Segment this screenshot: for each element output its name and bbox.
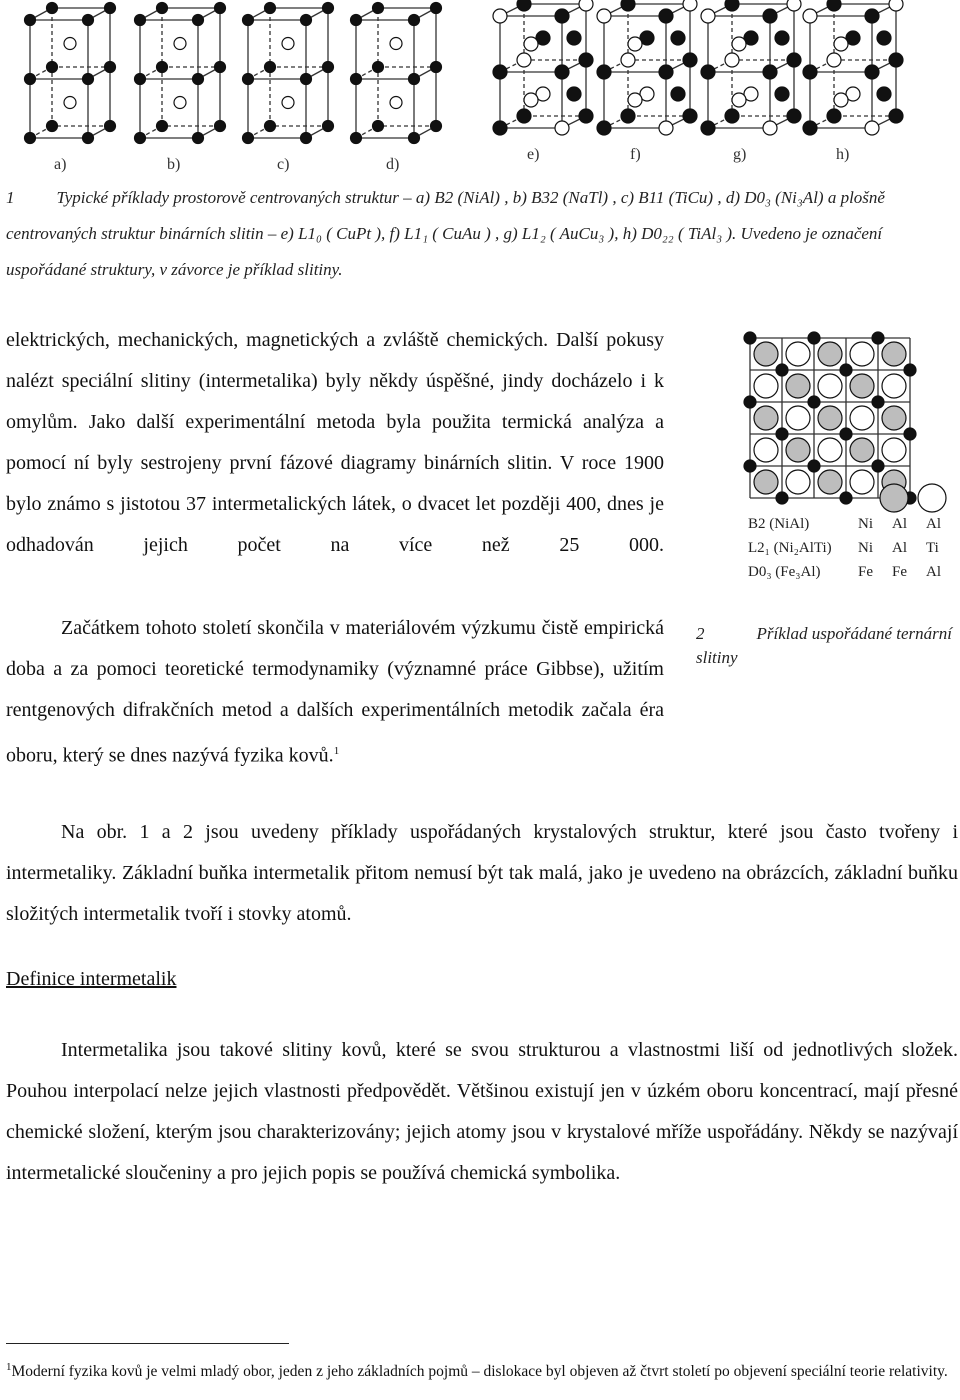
paragraph-4: Intermetalika jsou takové slitiny kovů, které se svou strukturou a vlastnostmi liší od jednotlivých složek. Pouhou interpolací nelze jejich vlastnosti předpovědět. Většinou existují jen v úzkém oboru koncentrací, mají přesné chemické složení, kterým jsou charakterizovány; jejich atomy jsou v krystalové mříže uspořádány. Někdy se nazývají intermetalické sloučeniny a pro jejich popis se používá chemická symbolika.: [6, 1039, 958, 1184]
atom: [351, 133, 362, 144]
atom: [25, 74, 36, 85]
atom: [301, 15, 312, 26]
atom: [850, 374, 874, 398]
atom: [701, 65, 715, 79]
atom: [431, 3, 442, 14]
footnote-divider: [6, 1343, 289, 1344]
legend-row: [748, 516, 960, 540]
sublabel-d: d): [386, 156, 400, 173]
atom: [803, 121, 817, 135]
atom: [351, 15, 362, 26]
atom: [872, 460, 884, 472]
atom: [776, 428, 788, 440]
atom: [323, 62, 334, 73]
atom: [105, 62, 116, 73]
atom: [517, 53, 531, 67]
atom: [808, 460, 820, 472]
atom: [282, 38, 294, 50]
sublabel-g: g): [733, 146, 747, 163]
atom: [904, 364, 916, 376]
atom: [872, 396, 884, 408]
legend-atom-b: Al: [892, 516, 907, 532]
atom: [373, 62, 384, 73]
atom: [47, 3, 58, 14]
atom: [64, 38, 76, 50]
sublabel-f: f): [630, 146, 641, 163]
legend-atom-b: Fe: [892, 564, 907, 580]
atom: [135, 133, 146, 144]
atom: [776, 492, 788, 504]
atom: [579, 109, 593, 123]
atom: [215, 3, 226, 14]
atom: [174, 97, 186, 109]
atom: [744, 460, 756, 472]
atom: [597, 9, 611, 23]
atom: [865, 65, 879, 79]
atom: [877, 87, 891, 101]
legend-row: [748, 540, 960, 564]
atom: [301, 133, 312, 144]
figure-2-caption-number: 2: [696, 624, 705, 643]
atom: [877, 31, 891, 45]
atom: [754, 470, 778, 494]
atom: [265, 3, 276, 14]
atom: [803, 65, 817, 79]
atom: [701, 121, 715, 135]
atom: [628, 37, 642, 51]
atom: [265, 62, 276, 73]
atom: [597, 65, 611, 79]
atom: [840, 428, 852, 440]
atom: [323, 3, 334, 14]
atom: [786, 406, 810, 430]
atom: [157, 3, 168, 14]
paragraph-3: Na obr. 1 a 2 jsou uvedeny příklady uspořádaných krystalových struktur, které jsou často tvořeny i intermetaliky. Základní buňka intermetalik přitom nemusí být tak malá, jako je uvedeno na obrázcích, základní buňku složitých intermetalik tvoří i stovky atomů.: [6, 821, 958, 925]
atom: [882, 342, 906, 366]
atom: [659, 121, 673, 135]
atom: [872, 332, 884, 344]
atom: [555, 121, 569, 135]
atom: [775, 31, 789, 45]
footnote-reference[interactable]: 1: [333, 745, 340, 757]
atom: [776, 364, 788, 376]
atom: [834, 93, 848, 107]
atom: [409, 133, 420, 144]
atom: [621, 53, 635, 67]
atom: [282, 97, 294, 109]
atom: [390, 97, 402, 109]
atom: [818, 470, 842, 494]
atom: [64, 97, 76, 109]
atom: [744, 396, 756, 408]
legend-atom-a: Ni: [858, 516, 873, 532]
atom: [787, 53, 801, 67]
footnote-text: Moderní fyzika kovů je velmi mladý obor, jeden z jeho základních pojmů – dislokace byl objeven až čtvrt století po objevení speciální teorie relativity.: [11, 1363, 948, 1381]
atom: [135, 15, 146, 26]
atom: [409, 74, 420, 85]
sublabel-a: a): [54, 156, 67, 173]
atom: [882, 406, 906, 430]
figure-1-caption-text: Typické příklady prostorově centrovaných struktur – a) B2 (NiAl) , b) B32 (NaTl) , c) B11 (TiCu) , d) D0₃ (Ni₃Al) a plošně centrovaných struktur binárních slitin – e) L1₀ ( CuPt ), f) L1₁ ( CuAu ) , g) L1₂ ( AuCu₃ ), h) D0₂₂ ( TiAl₃ ). Uvedeno je označení uspořádané struktury, v závorce je příklad slitiny.: [6, 188, 885, 279]
figure-2-caption: [696, 622, 958, 670]
atom: [840, 492, 852, 504]
atom: [683, 0, 697, 11]
atom: [882, 374, 906, 398]
atom: [818, 406, 842, 430]
atom: [628, 93, 642, 107]
atom: [850, 406, 874, 430]
atom: [659, 9, 673, 23]
legend-structure: L2₁ (Ni₂AlTi): [748, 540, 832, 556]
atom: [215, 121, 226, 132]
atom: [904, 428, 916, 440]
atom: [889, 0, 903, 11]
legend-atom-c: Al: [926, 564, 941, 580]
atom: [671, 87, 685, 101]
atom: [701, 9, 715, 23]
atom: [25, 133, 36, 144]
atom: [105, 3, 116, 14]
footnote-marker: 1: [6, 1361, 12, 1373]
atom: [827, 109, 841, 123]
sublabel-e: e): [527, 146, 540, 163]
atom: [787, 0, 801, 11]
atom: [83, 133, 94, 144]
atom: [493, 9, 507, 23]
atom: [827, 0, 841, 11]
atom: [157, 62, 168, 73]
atom: [493, 65, 507, 79]
atom: [47, 121, 58, 132]
atom: [243, 133, 254, 144]
atom: [659, 65, 673, 79]
atom: [174, 38, 186, 50]
atom: [193, 133, 204, 144]
atom: [47, 62, 58, 73]
atom: [243, 74, 254, 85]
atom: [493, 121, 507, 135]
atom: [725, 0, 739, 11]
atom: [683, 53, 697, 67]
atom: [754, 342, 778, 366]
atom: [351, 74, 362, 85]
atom: [732, 93, 746, 107]
legend-atom-b: Al: [892, 540, 907, 556]
atom: [775, 87, 789, 101]
atom: [579, 0, 593, 11]
atom: [193, 15, 204, 26]
atom: [786, 438, 810, 462]
sublabel-h: h): [836, 146, 850, 163]
legend-atom-a: Ni: [858, 540, 873, 556]
atom: [373, 121, 384, 132]
atom: [193, 74, 204, 85]
section-heading: Definice intermetalik: [6, 968, 177, 990]
atom: [744, 332, 756, 344]
atom: [880, 484, 908, 512]
atom: [83, 74, 94, 85]
atom: [725, 109, 739, 123]
atom: [918, 484, 946, 512]
atom: [671, 31, 685, 45]
figure-2-caption-text: Příklad uspořádané ternární slitiny: [696, 624, 952, 667]
legend-structure: B2 (NiAl): [748, 516, 810, 532]
atom: [517, 109, 531, 123]
atom: [25, 15, 36, 26]
paragraph-2-text: Začátkem tohoto století skončila v materiálovém výzkumu čistě empirická doba a za pomoci teoretické termodynamiky (významné práce Gibbse), užitím rentgenových difrakčních metod a dalších experimentálních metodik začala éra oboru, který se dnes nazývá fyzika kovů.: [6, 617, 664, 767]
atom: [763, 65, 777, 79]
atom: [882, 438, 906, 462]
legend-row: [748, 564, 960, 588]
legend-structure: D0₃ (Fe₃Al): [748, 564, 821, 580]
atom: [754, 406, 778, 430]
atom: [301, 74, 312, 85]
atom: [865, 121, 879, 135]
atom: [803, 9, 817, 23]
figure-1-unit-cells: [0, 0, 960, 185]
atom: [597, 121, 611, 135]
paragraph-2: [6, 608, 664, 777]
atom: [725, 53, 739, 67]
atom: [840, 364, 852, 376]
atom: [889, 109, 903, 123]
atom: [763, 121, 777, 135]
figure-2-legend: [748, 516, 960, 588]
atom: [517, 0, 531, 11]
atom: [808, 396, 820, 408]
atom: [850, 470, 874, 494]
atom: [621, 109, 635, 123]
atom: [390, 38, 402, 50]
atom: [265, 121, 276, 132]
atom: [786, 374, 810, 398]
legend-atom-c: Ti: [926, 540, 939, 556]
atom: [850, 342, 874, 366]
atom: [555, 9, 569, 23]
atom: [524, 37, 538, 51]
atom: [431, 121, 442, 132]
atom: [834, 37, 848, 51]
atom: [567, 31, 581, 45]
atom: [786, 342, 810, 366]
atom: [683, 109, 697, 123]
atom: [754, 438, 778, 462]
atom: [754, 374, 778, 398]
legend-atom-c: Al: [926, 516, 941, 532]
paragraph-1: elektrických, mechanických, magnetických a zvláště chemických. Další pokusy nalézt speciální slitiny (intermetalika) byly někdy úspěšné, jindy docházelo i k omylům. Jako další experimentální metoda byla použita termická analýza a pomocí ní byly sestrojeny první fázové diagramy binárních slitin. V roce 1900 bylo známo s jistotou 37 intermetalických látek, o dvacet let později 400, dnes je odhadován jejich počet na více než 25 000.: [6, 329, 664, 556]
footnote: [6, 1356, 956, 1383]
atom: [786, 470, 810, 494]
atom: [524, 93, 538, 107]
atom: [215, 62, 226, 73]
atom: [323, 121, 334, 132]
figure-1-caption-number: 1: [6, 188, 15, 207]
atom: [243, 15, 254, 26]
atom: [865, 9, 879, 23]
atom: [567, 87, 581, 101]
atom: [409, 15, 420, 26]
atom: [135, 74, 146, 85]
sublabel-b: b): [167, 156, 181, 173]
atom: [579, 53, 593, 67]
sublabel-c: c): [277, 156, 290, 173]
atom: [157, 121, 168, 132]
atom: [373, 3, 384, 14]
atom: [431, 62, 442, 73]
atom: [787, 109, 801, 123]
atom: [732, 37, 746, 51]
atom: [763, 9, 777, 23]
atom: [818, 342, 842, 366]
atom: [621, 0, 635, 11]
atom: [808, 332, 820, 344]
atom: [555, 65, 569, 79]
atom: [850, 438, 874, 462]
atom: [827, 53, 841, 67]
atom: [889, 53, 903, 67]
atom: [818, 374, 842, 398]
atom: [818, 438, 842, 462]
atom: [83, 15, 94, 26]
figure-1-caption: [6, 180, 946, 288]
legend-atom-a: Fe: [858, 564, 873, 580]
atom: [105, 121, 116, 132]
